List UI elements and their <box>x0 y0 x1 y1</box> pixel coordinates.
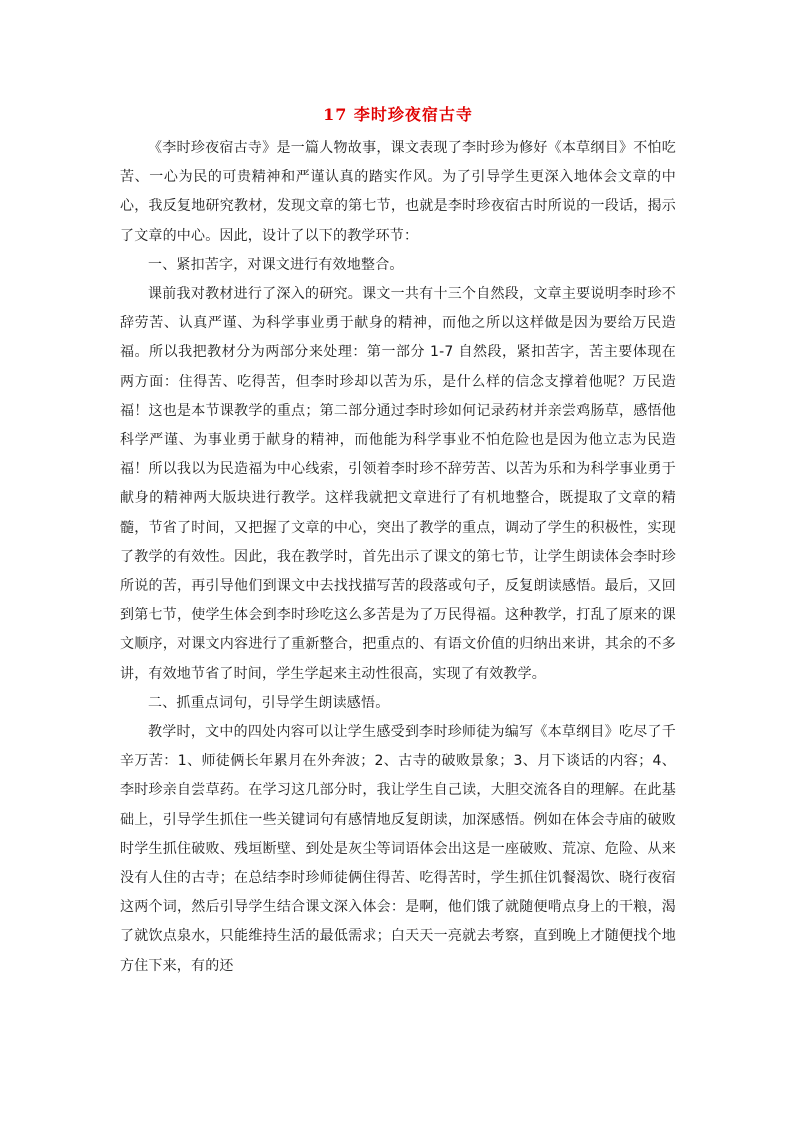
section-heading-2: 二、抓重点词句，引导学生朗读感悟。 <box>148 694 390 711</box>
paragraph-section-2: 教学时，文中的四处内容可以让学生感受到李时珍师徒为编写《本草纲目》吃尽了千辛万苦：1、师徒俩长年累月在外奔波；2、古寺的破败景象；3、月下谈话的内容；4、李时珍亲自尝草药。在学习这几部分时，我让学生自己读，大胆交流各自的理解。在此基础上，引导学生抓住一些关键词句有感情地反复朗读，加深感悟。例如在体会寺庙的破败时学生抓住破败、残垣断壁、到处是灰尘等词语体会出这是一座破败、荒凉、危险、从来没有人住的古寺；在总结李时珍师徒俩住得苦、吃得苦时，学生抓住饥餐渴饮、晓行夜宿这两个词，然后引导学生结合课文深入体会：是啊，他们饿了就随便啃点身上的干粮，渴了就饮点泉水，只能维持生活的最低需求；白天天一亮就去考察，直到晚上才随便找个地方住下来，有的还 <box>120 724 676 974</box>
document-body <box>120 102 676 981</box>
document-title: 17 李时珍夜宿古寺 <box>323 105 473 124</box>
section-heading-1: 一、紧扣苦字，对课文进行有效地整合。 <box>148 256 404 273</box>
paragraph-section-1: 课前我对教材进行了深入的研究。课文一共有十三个自然段，文章主要说明李时珍不辞劳苦、认真严谨、为科学事业勇于献身的精神，而他之所以这样做是因为要给万民造福。所以我把教材分为两部分来处理：第一部分 1-7 自然段，紧扣苦字，苦主要体现在两方面：住得苦、吃得苦，但李时珍却以苦为乐，是什么样的信念支撑着他呢？万民造福！这也是本节课教学的重点；第二部分通过李时珍如何记录药材并亲尝鸡肠草，感悟他科学严谨、为事业勇于献身的精神，而他能为科学事业不怕危险也是因为他立志为民造福！所以我以为民造福为中心线索，引领着李时珍不辞劳苦、以苦为乐和为科学事业勇于献身的精神两大版块进行教学。这样我就把文章进行了有机地整合，既提取了文章的精髓，节省了时间，又把握了文章的中心，突出了教学的重点，调动了学生的积极性，实现了教学的有效性。因此，我在教学时，首先出示了课文的第七节，让学生朗读体会李时珍所说的苦，再引导他们到课文中去找找描写苦的段落或句子，反复朗读感悟。最后，又回到第七节，使学生体会到李时珍吃这么多苦是为了万民得福。这种教学，打乱了原来的课文顺序，对课文内容进行了重新整合，把重点的、有语文价值的归纳出来讲，其余的不多讲，有效地节省了时间，学生学起来主动性很高，实现了有效教学。 <box>120 286 676 682</box>
paragraph-intro: 《李时珍夜宿古寺》是一篇人物故事，课文表现了李时珍为修好《本草纲目》不怕吃苦、一心为民的可贵精神和严谨认真的踏实作风。为了引导学生更深入地体会文章的中心，我反复地研究教材，发现文章的第七节，也就是李时珍夜宿古时所说的一段话，揭示了文章的中心。因此，设计了以下的教学环节： <box>120 140 676 244</box>
